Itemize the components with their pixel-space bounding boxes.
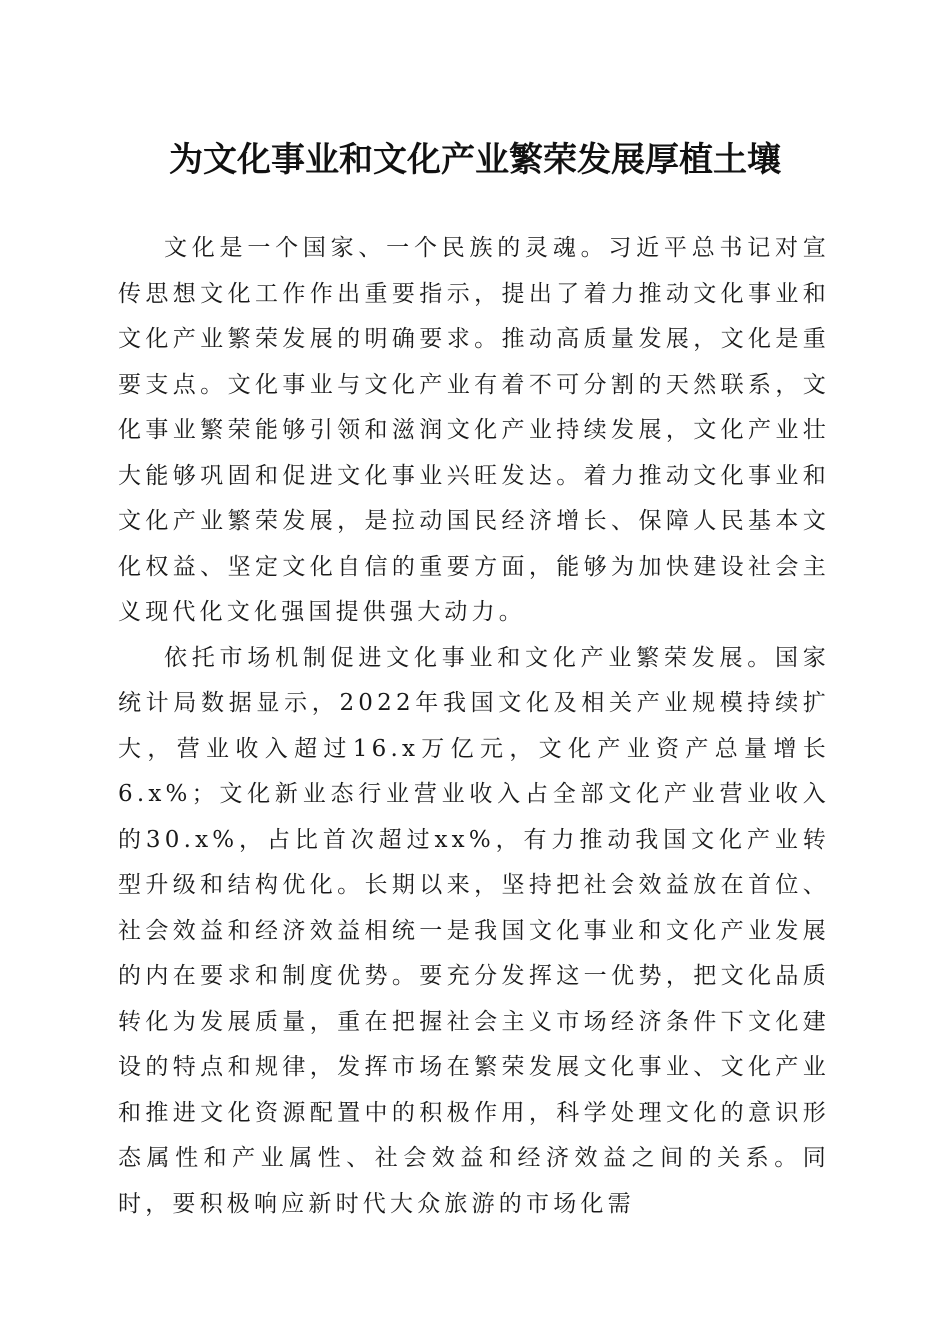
document-title: 为文化事业和文化产业繁荣发展厚植土壤 (169, 140, 781, 180)
paragraph-2: 依托市场机制促进文化事业和文化产业繁荣发展。国家统计局数据显示，2022年我国文化及相关产业规模持续扩大，营业收入超过16.x万亿元，文化产业资产总量增长6.x%；文化新业态行业营业收入占全部文化产业营业收入的30.x%，占比首次超过xx%，有力推动我国文化产业转型升级和结构优化。长期以来，坚持把社会效益放在首位、社会效益和经济效益相统一是我国文化事业和文化产业发展的内在要求和制度优势。要充分发挥这一优势，把文化品质转化为发展质量，重在把握社会主义市场经济条件下文化建设的特点和规律，发挥市场在繁荣发展文化事业、文化产业和推进文化资源配置中的积极作用，科学处理文化的意识形态属性和产业属性、社会效益和经济效益之间的关系。同时，要积极响应新时代大众旅游的市场化需 (118, 644, 830, 1217)
paragraph-1: 文化是一个国家、一个民族的灵魂。习近平总书记对宣传思想文化工作作出重要指示，提出了着力推动文化事业和文化产业繁荣发展的明确要求。推动高质量发展，文化是重要支点。文化事业与文化产业有着不可分割的天然联系，文化事业繁荣能够引领和滋润文化产业持续发展，文化产业壮大能够巩固和促进文化事业兴旺发达。着力推动文化事业和文化产业繁荣发展，是拉动国民经济增长、保障人民基本文化权益、坚定文化自信的重要方面，能够为加快建设社会主义现代化文化强国提供强大动力。 (118, 235, 830, 625)
document-body (118, 226, 830, 1227)
